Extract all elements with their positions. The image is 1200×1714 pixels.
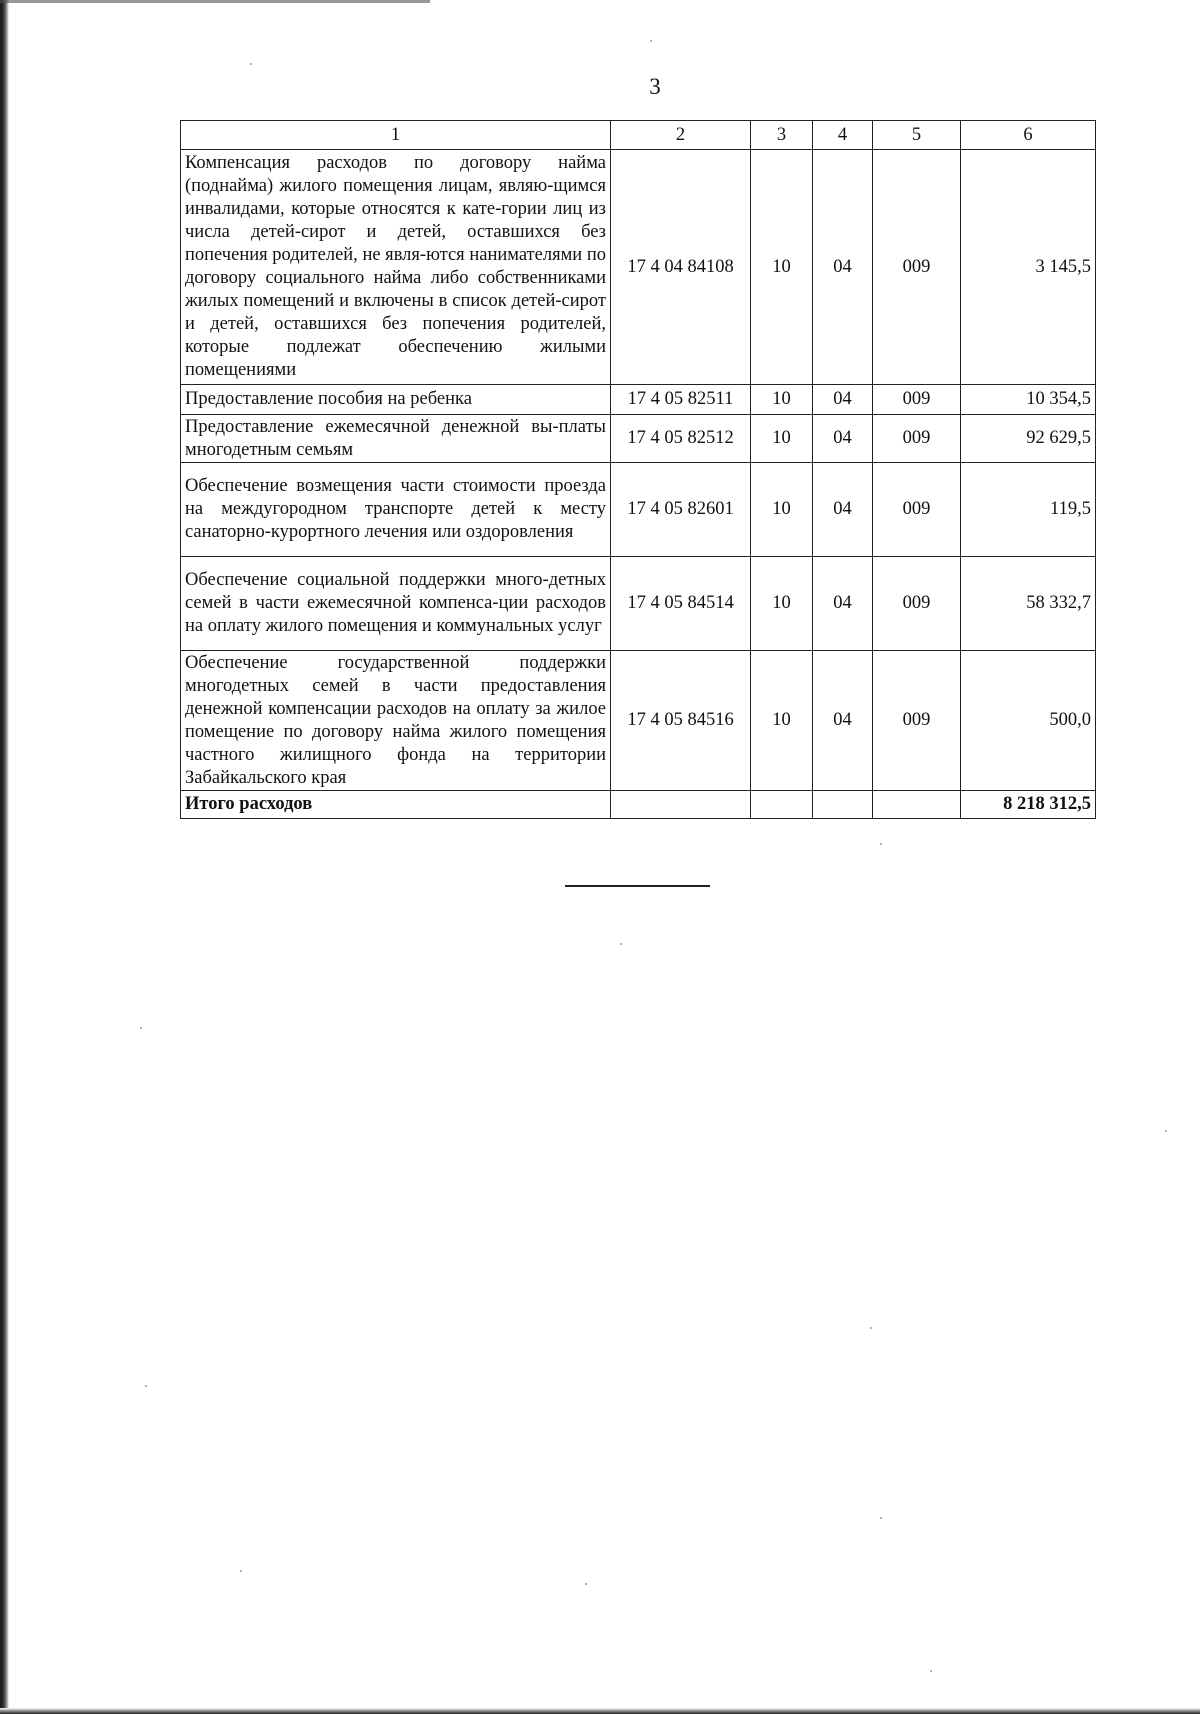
row-code: 17 4 04 84108: [611, 150, 751, 385]
scan-speck: [140, 1027, 142, 1029]
row-name: Обеспечение возмещения части стоимости проезда на междугородном транспорте детей к месту санаторно-курортного лечения или оздоровления: [181, 463, 611, 557]
row-amount: 3 145,5: [961, 150, 1096, 385]
row-name: Компенсация расходов по договору найма (поднайма) жилого помещения лицам, являю-щимся инвалидами, которые относятся к кате-гории лиц из числа детей-сирот и детей, оставшихся без попечения родителей, не явля-ются нанимателями по договору социального найма либо собственниками жилых помещений и включены в список детей-сирот и детей, оставшихся без попечения родителей, которые подлежат обеспечению жилыми помещениями: [181, 150, 611, 385]
row-col-4: 04: [813, 385, 873, 415]
row-amount: 58 332,7: [961, 557, 1096, 651]
row-col-4: 04: [813, 651, 873, 791]
scan-speck: [870, 1327, 872, 1329]
row-amount: 500,0: [961, 651, 1096, 791]
table-row: [181, 150, 1096, 385]
row-code: 17 4 05 82512: [611, 415, 751, 463]
row-col-5: 009: [873, 463, 961, 557]
total-row: [181, 791, 1096, 819]
scan-speck: [145, 1385, 147, 1387]
row-amount: 10 354,5: [961, 385, 1096, 415]
scan-speck: [880, 1517, 882, 1519]
table-row: [181, 651, 1096, 791]
scan-speck: [620, 943, 622, 945]
header-col-3: 3: [751, 121, 813, 150]
row-col-5: 009: [873, 150, 961, 385]
header-col-4: 4: [813, 121, 873, 150]
row-col-4: 04: [813, 463, 873, 557]
row-code: 17 4 05 82601: [611, 463, 751, 557]
header-col-5: 5: [873, 121, 961, 150]
row-col-4: 04: [813, 557, 873, 651]
header-col-2: 2: [611, 121, 751, 150]
header-col-6: 6: [961, 121, 1096, 150]
total-empty-cell: [813, 791, 873, 819]
scan-edge-bottom: [0, 1708, 1200, 1714]
total-amount: 8 218 312,5: [961, 791, 1096, 819]
row-col-3: 10: [751, 415, 813, 463]
scan-edge-left: [0, 0, 9, 1714]
row-code: 17 4 05 82511: [611, 385, 751, 415]
table-header-row: [181, 121, 1096, 150]
row-code: 17 4 05 84516: [611, 651, 751, 791]
row-col-5: 009: [873, 415, 961, 463]
row-col-4: 04: [813, 150, 873, 385]
row-col-4: 04: [813, 415, 873, 463]
page-number: 3: [649, 74, 661, 99]
row-col-3: 10: [751, 385, 813, 415]
row-name: Обеспечение социальной поддержки много-детных семей в части ежемесячной компенса-ции расходов на оплату жилого помещения и коммунальных услуг: [181, 557, 611, 651]
total-empty-cell: [873, 791, 961, 819]
scan-speck: [930, 1670, 932, 1672]
row-name: Предоставление ежемесячной денежной вы-платы многодетным семьям: [181, 415, 611, 463]
header-col-1: 1: [181, 121, 611, 150]
row-col-3: 10: [751, 463, 813, 557]
row-amount: 119,5: [961, 463, 1096, 557]
row-name: Предоставление пособия на ребенка: [181, 385, 611, 415]
table-row: [181, 557, 1096, 651]
row-col-3: 10: [751, 150, 813, 385]
table-row: [181, 415, 1096, 463]
total-empty-cell: [611, 791, 751, 819]
scan-speck: [1165, 1130, 1167, 1132]
scan-speck: [240, 1570, 242, 1572]
table-row: [181, 463, 1096, 557]
row-col-5: 009: [873, 557, 961, 651]
row-code: 17 4 05 84514: [611, 557, 751, 651]
scan-speck: [650, 40, 652, 42]
scan-speck: [880, 843, 882, 845]
row-col-5: 009: [873, 385, 961, 415]
row-amount: 92 629,5: [961, 415, 1096, 463]
scan-edge-top: [0, 0, 430, 3]
row-col-5: 009: [873, 651, 961, 791]
table-row: [181, 385, 1096, 415]
closing-rule: [565, 885, 710, 887]
budget-table: [180, 120, 1096, 819]
row-name: Обеспечение государственной поддержки многодетных семей в части предоставления денежной компенсации расходов на оплату за жилое помещение по договору найма жилого помещения частного жилищного фонда на территории Забайкальского края: [181, 651, 611, 791]
total-empty-cell: [751, 791, 813, 819]
row-col-3: 10: [751, 651, 813, 791]
scan-speck: [585, 1583, 587, 1585]
row-col-3: 10: [751, 557, 813, 651]
scan-speck: [250, 63, 252, 65]
total-label: Итого расходов: [181, 791, 611, 819]
